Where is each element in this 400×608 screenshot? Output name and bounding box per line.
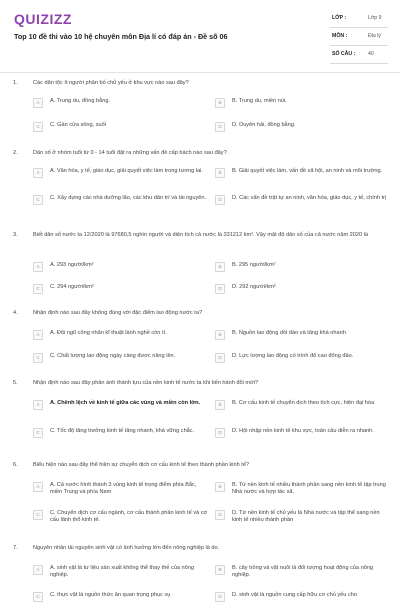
option-letter-box: C (33, 353, 43, 363)
option-d[interactable] (215, 592, 389, 608)
question-text: Nhận định nào sau đây phản ánh thành tựu của nền kinh tế nước ta khi tiến hành đổi mới? (33, 380, 259, 386)
option-text: B. 295 người/km² (232, 262, 276, 268)
quizizz-logo: QUIZIZZ (14, 11, 72, 27)
option-text: D. Từ nền kinh tế chủ yếu là Nhà nước và tập thể sang nền kinh tế nhiều thành phần (232, 510, 380, 524)
option-text: D. sinh vật là nguồn cung cấp hữu cơ chủ yếu cho (232, 592, 357, 598)
option-a[interactable] (33, 168, 207, 184)
meta-label: LỚP : (332, 15, 347, 21)
option-letter-box: B (215, 98, 225, 108)
question-number: 7. (13, 545, 18, 551)
option-letter-box: B (215, 262, 225, 272)
question-text: Biểu hiện nào sau đây thể hiện sự chuyển dịch cơ cấu kinh tế theo thành phần kinh tế? (33, 462, 250, 468)
option-text: D. Hội nhập nền kinh tế khu vực, toàn cầu diễn ra nhanh. (232, 428, 374, 434)
option-d[interactable] (215, 428, 389, 444)
option-text: A. Cả nước hình thành 3 vùng kinh tế trọng điểm phía Bắc, miền Trung và phía Nam (50, 482, 197, 496)
option-text: C. Xây dựng các nhà dưỡng lão, các khu dân trí và tài nguyên. (50, 195, 207, 201)
option-text: D. Lực lượng lao động có trình độ cao đông đảo. (232, 353, 354, 359)
option-text: A. Văn hóa, y tế, giáo dục, giải quyết việc làm trong tương lai. (50, 168, 203, 174)
option-letter-box: C (33, 195, 43, 205)
option-letter-box: C (33, 428, 43, 438)
meta-row-subject (330, 30, 388, 46)
option-text: A. Chênh lệch về kinh tế giữa các vùng và miền còn lớn. (50, 400, 201, 406)
header-divider (0, 72, 400, 73)
question-number: 3. (13, 232, 18, 238)
question-text: Biết dân số nước ta 12/2020 là 97680,5 nghìn người và diện tích cả nước là 331212 km². Vậy mật độ dân số của cả nước năm 2020 là (33, 232, 369, 238)
meta-row-class (330, 12, 388, 28)
option-letter-box: B (215, 330, 225, 340)
option-text: D. Duyên hải, đồng bằng. (232, 122, 296, 128)
worksheet-title: Top 10 đề thi vào 10 hệ chuyên môn Địa lí có đáp án - Đề số 06 (14, 32, 228, 41)
question-text: Dân số ở nhóm tuổi từ 0 - 14 tuổi đặt ra những vấn đề cấp bách nào sau đây? (33, 150, 227, 156)
option-letter-box: A (33, 168, 43, 178)
option-letter-box: A (33, 98, 43, 108)
option-d[interactable] (215, 122, 389, 138)
meta-value: Lớp 9 (368, 15, 382, 21)
option-b[interactable] (215, 482, 389, 498)
option-d[interactable] (215, 284, 389, 300)
option-text: C. Chất lượng lao động ngày càng được nâng lên. (50, 353, 176, 359)
worksheet-meta (330, 12, 388, 66)
question-text: Các dân tộc ít người phân bố chủ yếu ở khu vực nào sau đây? (33, 80, 189, 86)
option-text: B. Cơ cấu kinh tế chuyển dịch theo tích cực, hiện đại hóa (232, 400, 375, 406)
option-d[interactable] (215, 195, 389, 211)
question-number: 4. (13, 310, 18, 316)
option-b[interactable] (215, 400, 389, 416)
option-b[interactable] (215, 168, 389, 184)
option-letter-box: D (215, 510, 225, 520)
option-a[interactable] (33, 565, 207, 581)
option-letter-box: D (215, 353, 225, 363)
option-c[interactable] (33, 510, 207, 526)
option-text: C. 294 người/km² (50, 284, 94, 290)
option-c[interactable] (33, 592, 207, 608)
option-letter-box: B (215, 400, 225, 410)
option-letter-box: C (33, 284, 43, 294)
option-text: B. Trung du, miền núi. (232, 98, 287, 104)
option-letter-box: D (215, 428, 225, 438)
option-letter-box: C (33, 510, 43, 520)
option-text: C. thực vật là nguồn thức ăn quan trọng phục vụ (50, 592, 171, 598)
option-a[interactable] (33, 262, 207, 278)
option-letter-box: B (215, 168, 225, 178)
option-c[interactable] (33, 195, 207, 211)
question-number: 1. (13, 80, 18, 86)
option-letter-box: C (33, 122, 43, 132)
option-letter-box: A (33, 565, 43, 575)
option-text: A. 293 người/km² (50, 262, 94, 268)
option-c[interactable] (33, 122, 207, 138)
option-d[interactable] (215, 510, 389, 526)
option-text: D. 292 người/km² (232, 284, 276, 290)
meta-row-count (330, 48, 388, 64)
question-number: 6. (13, 462, 18, 468)
option-text: C. Chuyển dịch cơ cấu ngành, cơ cấu thành phần kinh tế và cơ cấu lãnh thổ kinh tế. (50, 510, 208, 524)
option-letter-box: B (215, 565, 225, 575)
option-text: B. Giải quyết việc làm, vấn đề xã hội, an ninh và môi trường. (232, 168, 383, 174)
option-letter-box: A (33, 262, 43, 272)
meta-value: 40 (368, 51, 374, 57)
option-text: C. Tốc độ tăng trưởng kinh tế tăng nhanh, khá vững chắc. (50, 428, 195, 434)
option-b[interactable] (215, 565, 389, 581)
option-c[interactable] (33, 428, 207, 444)
option-text: A. Trung du, đồng bằng. (50, 98, 111, 104)
question-number: 5. (13, 380, 18, 386)
option-text: B. Nguồn lao động dồi dào và tăng khá nhanh (232, 330, 346, 336)
option-b[interactable] (215, 262, 389, 278)
option-letter-box: A (33, 400, 43, 410)
option-text: A. sinh vật là tư liệu sản xuất không thể thay thế của nông nghiệp. (50, 565, 194, 579)
option-b[interactable] (215, 330, 389, 346)
option-d[interactable] (215, 353, 389, 369)
option-a[interactable] (33, 330, 207, 346)
option-letter-box: B (215, 482, 225, 492)
option-text: D. Các vấn đề trật tự an ninh, văn hóa, giáo dục, y tế, chính trị (232, 195, 387, 201)
option-letter-box: D (215, 592, 225, 602)
option-text: B. Từ nền kinh tế nhiều thành phần sang nền kinh tế tập trung Nhà nước và hợp tác xã. (232, 482, 386, 496)
meta-label: MÔN : (332, 33, 348, 39)
option-a[interactable] (33, 482, 207, 498)
meta-label: SỐ CÂU : (332, 51, 356, 57)
option-c[interactable] (33, 284, 207, 300)
option-letter-box: D (215, 195, 225, 205)
option-b[interactable] (215, 98, 389, 114)
worksheet-header (0, 0, 400, 68)
option-letter-box: C (33, 592, 43, 602)
option-a[interactable] (33, 400, 207, 416)
option-text: B. cây trồng và vật nuôi là đối tượng hoạt động của nông nghiệp. (232, 565, 374, 579)
option-text: A. Đội ngũ công nhân kĩ thuật lành nghề còn ít. (50, 330, 167, 336)
option-c[interactable] (33, 353, 207, 369)
meta-value: Địa lý (368, 33, 381, 39)
question-number: 2. (13, 150, 18, 156)
option-letter-box: A (33, 330, 43, 340)
option-letter-box: A (33, 482, 43, 492)
question-text: Nhận định nào sau đây không đúng với đặc điểm lao động nước ta? (33, 310, 203, 316)
option-letter-box: D (215, 122, 225, 132)
question-text: Nguyên nhân tài nguyên sinh vật có ảnh hưởng lớn đến nông nghiệp là do. (33, 545, 220, 551)
option-a[interactable] (33, 98, 207, 114)
option-text: C. Gần cửa sông, suối (50, 122, 106, 128)
option-letter-box: D (215, 284, 225, 294)
